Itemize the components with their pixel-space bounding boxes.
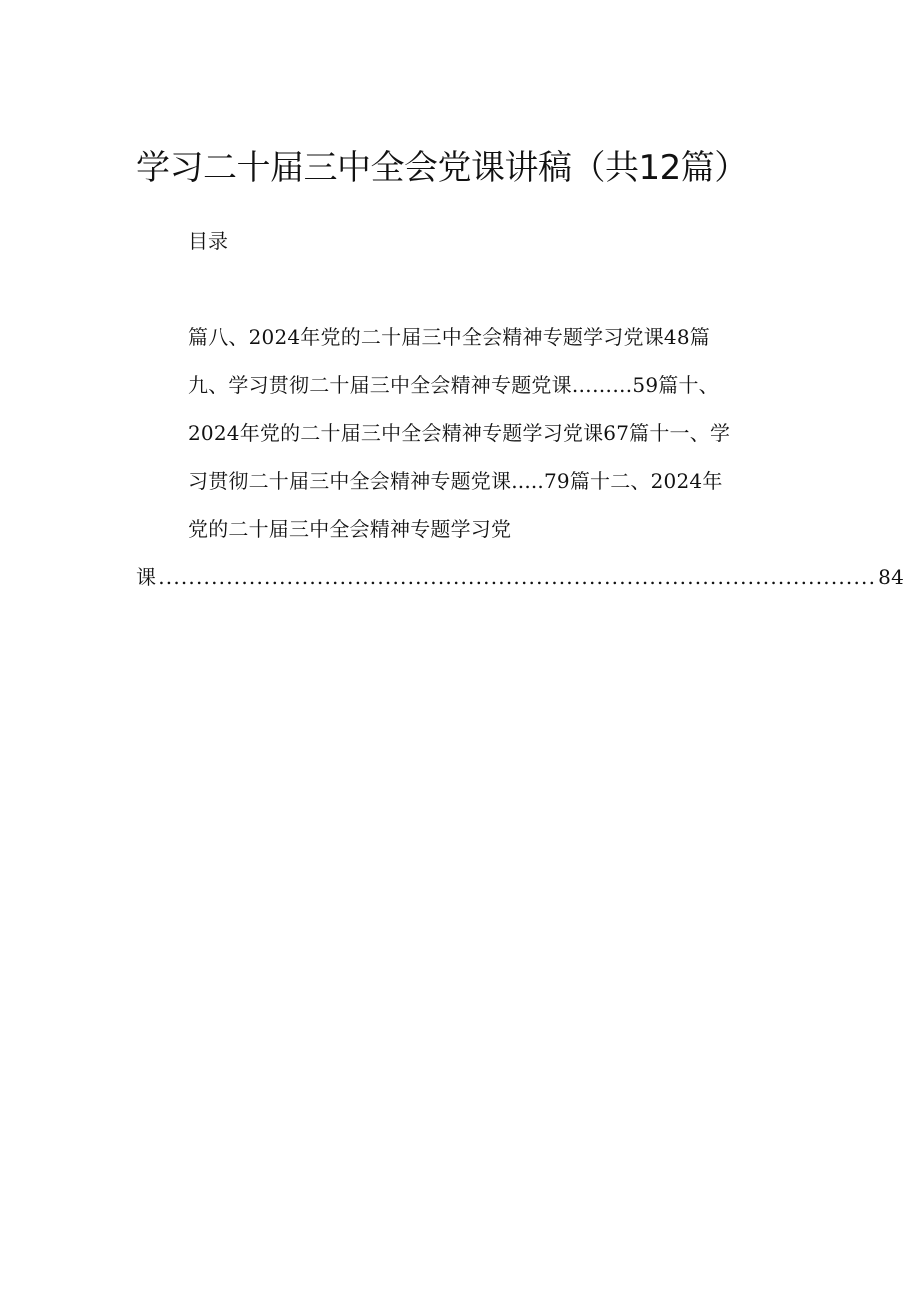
toc-line: 篇八、2024年党的二十届三中全会精神专题学习党课48篇 bbox=[188, 325, 710, 349]
document-title: 学习二十届三中全会党课讲稿（共12篇） bbox=[136, 148, 748, 188]
toc-entry-last bbox=[136, 562, 905, 592]
toc-line: 2024年党的二十届三中全会精神专题学习党课67篇十一、学 bbox=[188, 421, 731, 445]
toc-page-number: 84 bbox=[878, 565, 905, 589]
toc-entry-label: 课 bbox=[136, 565, 157, 589]
toc-line: 习贯彻二十届三中全会精神专题党课.....79篇十二、2024年 bbox=[188, 469, 723, 493]
toc-dot-leader: ............................................................................................... bbox=[158, 565, 877, 589]
toc-line: 党的二十届三中全会精神专题学习党 bbox=[188, 517, 512, 541]
toc-heading: 目录 bbox=[188, 229, 228, 253]
toc-line: 九、学习贯彻二十届三中全会精神专题党课………59篇十、 bbox=[188, 373, 719, 397]
